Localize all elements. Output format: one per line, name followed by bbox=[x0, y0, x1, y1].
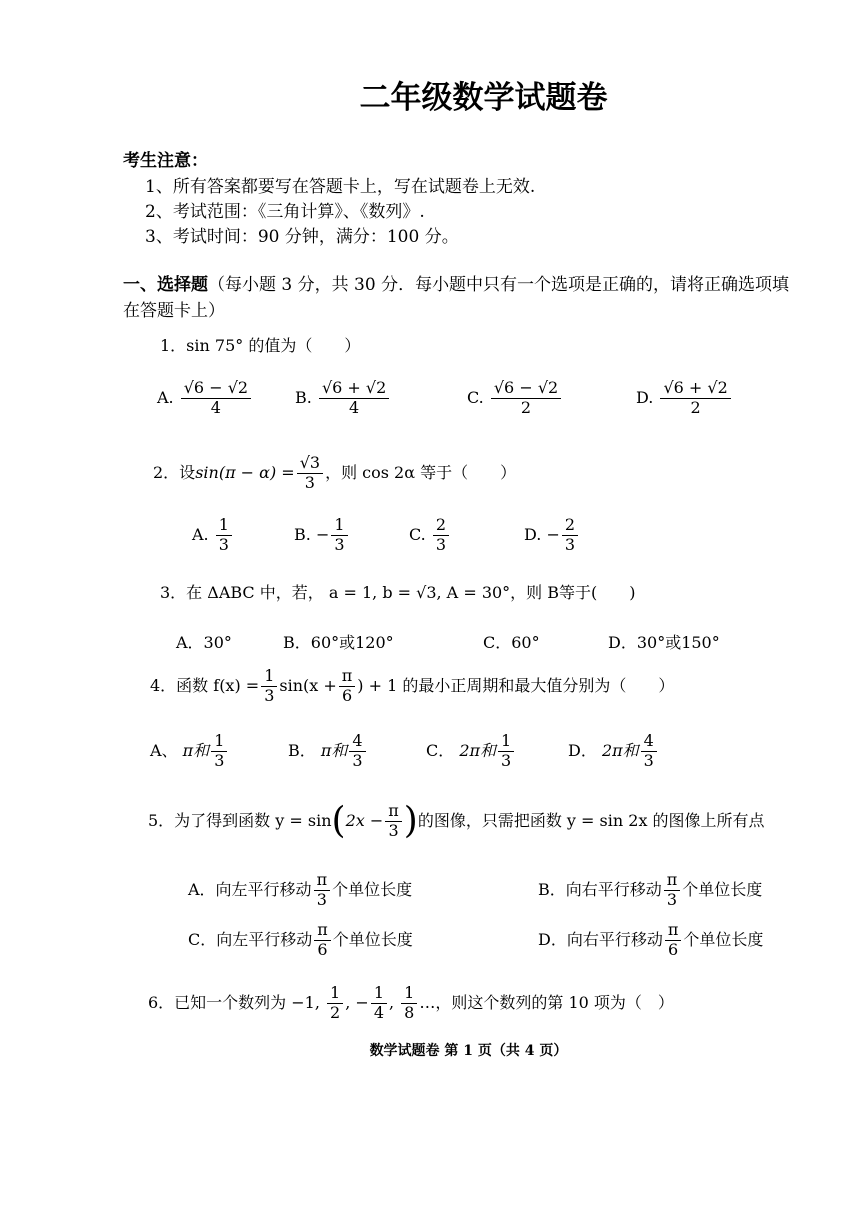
q2-a-num: 1 bbox=[216, 517, 232, 536]
page-title: 二年级数学试题卷 bbox=[359, 80, 608, 116]
q4-d-den: 3 bbox=[643, 750, 654, 770]
q4-suffix: ) + 1 的最小正周期和最大值分别为（ ） bbox=[357, 675, 675, 695]
q6-t2-den: 4 bbox=[373, 1002, 384, 1022]
q2-fraction bbox=[297, 455, 323, 492]
q6-suffix: …，则这个数列的第 10 项为（ ） bbox=[419, 992, 674, 1012]
q4-c-den: 3 bbox=[501, 750, 512, 770]
q5-option-b bbox=[538, 872, 762, 909]
q2-a-den: 3 bbox=[218, 534, 229, 554]
q5-b-label: B．向右平行移动 bbox=[538, 879, 662, 899]
q5-suffix: 的图像，只需把函数 y = sin 2x 的图像上所有点 bbox=[417, 810, 765, 830]
q2-num: √3 bbox=[297, 455, 323, 474]
q5-close-paren: ) bbox=[403, 800, 418, 842]
q5-stem bbox=[148, 800, 765, 842]
q2-d-den: 3 bbox=[564, 534, 576, 554]
q5-c-fraction bbox=[314, 922, 331, 959]
q1-option-d bbox=[636, 380, 733, 417]
q5-a-fraction bbox=[314, 872, 331, 909]
q2-c-den: 3 bbox=[435, 534, 447, 554]
q5-b-den: 3 bbox=[666, 889, 678, 909]
q4-b-label: B． bbox=[288, 740, 316, 760]
q5-a-label: A．向左平行移动 bbox=[188, 879, 312, 899]
q5-option-d bbox=[538, 922, 763, 959]
q4-f-fraction bbox=[261, 668, 277, 705]
section-desc-1: （每小题 3 分，共 30 分．每小题中只有一个选项是正确的，请将正确选项填 bbox=[208, 275, 790, 295]
q4-b-den: 3 bbox=[352, 750, 363, 770]
q2-c-label: C. bbox=[409, 524, 426, 544]
q4-f-num: 1 bbox=[261, 668, 277, 687]
q4-c-val: 2π和 bbox=[459, 740, 497, 760]
q2-prefix: 2．设 bbox=[153, 462, 196, 482]
notice-heading: 考生注意： bbox=[123, 151, 208, 171]
q4-b-num: 4 bbox=[349, 733, 365, 752]
q2-stem bbox=[153, 455, 516, 492]
q5-c-num: π bbox=[314, 922, 331, 941]
q4-b-val: π和 bbox=[320, 740, 348, 760]
q1-option-d-fraction bbox=[660, 380, 730, 417]
q2-b-sign: − bbox=[315, 524, 330, 544]
q1-option-c-fraction bbox=[491, 380, 561, 417]
page-footer: 数学试题卷 第 1 页（共 4 页） bbox=[369, 1043, 568, 1059]
q6-t2-sign: − bbox=[355, 992, 369, 1012]
q2-c-num: 2 bbox=[433, 517, 449, 536]
q2-d-fraction bbox=[562, 517, 578, 554]
q4-option-d bbox=[568, 733, 659, 770]
q5-a-num: π bbox=[314, 872, 331, 891]
q1-option-c bbox=[467, 380, 563, 417]
q3-option-c: C．60° bbox=[483, 633, 540, 652]
q1-b-num: √6 + √2 bbox=[319, 380, 389, 399]
q2-d-sign: − bbox=[546, 524, 560, 544]
q5-option-c bbox=[188, 922, 413, 959]
q5-c-tail: 个单位长度 bbox=[332, 929, 413, 949]
section-desc-2: 在答题卡上） bbox=[123, 301, 225, 321]
q6-term-3 bbox=[401, 985, 417, 1022]
q2-suffix: ，则 cos 2α 等于（ ） bbox=[325, 462, 517, 482]
q5-d-num: π bbox=[665, 922, 682, 941]
q5-b-tail: 个单位长度 bbox=[682, 879, 763, 899]
q4-option-b bbox=[288, 733, 368, 770]
q2-b-num: 1 bbox=[331, 517, 347, 536]
q2-d-label: D. bbox=[524, 524, 542, 544]
q1-c-den: 2 bbox=[520, 397, 532, 417]
q4-c-num: 1 bbox=[498, 733, 514, 752]
q1-stem: 1．sin 75° 的值为（ ） bbox=[160, 336, 361, 355]
notice-item-2: 2、考试范围：《三角计算》、《数列》. bbox=[145, 202, 425, 222]
q4-p-num: π bbox=[339, 668, 356, 687]
q6-t2-num: 1 bbox=[371, 985, 387, 1004]
q6-t1-num: 1 bbox=[327, 985, 343, 1004]
q1-d-num: √6 + √2 bbox=[660, 380, 730, 399]
q5-a-tail: 个单位长度 bbox=[332, 879, 413, 899]
q4-p-den: 6 bbox=[341, 685, 353, 705]
q4-c-fraction bbox=[498, 733, 514, 770]
q6-term-1 bbox=[327, 985, 343, 1022]
q2-a-label: A. bbox=[192, 524, 209, 544]
q4-f-den: 3 bbox=[264, 685, 275, 705]
notice-item-3: 3、考试时间：90 分钟，满分：100 分。 bbox=[145, 227, 459, 247]
q1-option-a-label: A. bbox=[157, 387, 174, 407]
q1-option-b-fraction bbox=[319, 380, 389, 417]
q3-option-a: A．30° bbox=[176, 633, 232, 652]
q2-option-c bbox=[409, 517, 451, 554]
q4-a-fraction bbox=[211, 733, 227, 770]
q2-a-fraction bbox=[216, 517, 232, 554]
q4-c-label: C． bbox=[426, 740, 455, 760]
q1-c-num: √6 − √2 bbox=[491, 380, 561, 399]
q4-stem bbox=[150, 668, 674, 705]
q6-term-2 bbox=[371, 985, 387, 1022]
notice-item-1: 1、所有答案都要写在答题卡上，写在试题卷上无效. bbox=[145, 177, 536, 197]
q2-b-den: 3 bbox=[334, 534, 345, 554]
q2-option-a bbox=[192, 517, 234, 554]
q1-option-b bbox=[295, 380, 391, 417]
q5-d-label: D．向右平行移动 bbox=[538, 929, 663, 949]
q3-option-d: D．30°或150° bbox=[608, 633, 720, 652]
q1-a-den: 4 bbox=[210, 397, 221, 417]
q2-option-b bbox=[294, 517, 350, 554]
q6-prefix: 6．已知一个数列为 −1, bbox=[148, 992, 320, 1012]
q4-option-a bbox=[150, 733, 229, 770]
q5-c-label: C．向左平行移动 bbox=[188, 929, 313, 949]
q4-d-val: 2π和 bbox=[601, 740, 639, 760]
q5-inner: 2x − bbox=[345, 810, 384, 830]
q4-option-c bbox=[426, 733, 516, 770]
section-heading-line bbox=[123, 270, 789, 295]
q4-d-fraction bbox=[641, 733, 657, 770]
q5-open-paren: ( bbox=[331, 800, 346, 842]
q5-den: 3 bbox=[388, 820, 399, 840]
q5-num: π bbox=[385, 803, 402, 822]
q5-b-num: π bbox=[664, 872, 681, 891]
q4-b-fraction bbox=[349, 733, 365, 770]
q1-option-c-label: C. bbox=[467, 387, 484, 407]
q5-c-den: 6 bbox=[317, 939, 328, 959]
q2-b-label: B. bbox=[294, 524, 311, 544]
q4-a-den: 3 bbox=[214, 750, 225, 770]
q2-option-d bbox=[524, 517, 580, 554]
q5-prefix: 5．为了得到函数 y = sin bbox=[148, 810, 332, 830]
q5-b-fraction bbox=[664, 872, 681, 909]
q4-a-label: A、 bbox=[150, 740, 178, 760]
q3-option-b: B．60°或120° bbox=[283, 633, 394, 652]
q4-p-fraction bbox=[339, 668, 356, 705]
q4-d-num: 4 bbox=[641, 733, 657, 752]
q1-b-den: 4 bbox=[349, 397, 360, 417]
q2-d-num: 2 bbox=[562, 517, 578, 536]
q5-a-den: 3 bbox=[316, 889, 327, 909]
q1-d-den: 2 bbox=[690, 397, 701, 417]
q2-b-fraction bbox=[331, 517, 347, 554]
q1-option-a-fraction bbox=[181, 380, 251, 417]
q2-den: 3 bbox=[304, 472, 315, 492]
q1-option-d-label: D. bbox=[636, 387, 654, 407]
q4-a-val: π和 bbox=[182, 740, 210, 760]
q4-mid: sin(x + bbox=[279, 675, 337, 695]
q5-d-den: 6 bbox=[668, 939, 679, 959]
q5-d-fraction bbox=[665, 922, 682, 959]
q6-t3-den: 8 bbox=[404, 1002, 415, 1022]
q2-c-fraction bbox=[433, 517, 449, 554]
q1-option-b-label: B. bbox=[295, 387, 312, 407]
q5-d-tail: 个单位长度 bbox=[683, 929, 764, 949]
q5-option-a bbox=[188, 872, 412, 909]
q1-a-num: √6 − √2 bbox=[181, 380, 251, 399]
q2-expr: sin(π − α) = bbox=[195, 462, 295, 482]
q4-a-num: 1 bbox=[211, 733, 227, 752]
q6-t3-num: 1 bbox=[401, 985, 417, 1004]
q6-stem: 6．已知一个数列为 −1, $\frac{1}{2}$ , − $\frac{1}{4}$ , $\frac{1}{8}$ …，则这个数列的第 10 项为（ ） bbox=[148, 983, 674, 1022]
q4-prefix: 4．函数 f(x) = bbox=[150, 675, 260, 695]
section-heading: 一、选择题 bbox=[123, 275, 208, 295]
q3-stem: 3．在 ΔABC 中，若， a = 1, b = √3, A = 30°，则 B等于( ) bbox=[160, 583, 636, 602]
q5-fraction bbox=[385, 803, 402, 840]
q6-t1-den: 2 bbox=[330, 1002, 341, 1022]
q4-d-label: D． bbox=[568, 740, 597, 760]
q1-option-a bbox=[157, 380, 253, 417]
